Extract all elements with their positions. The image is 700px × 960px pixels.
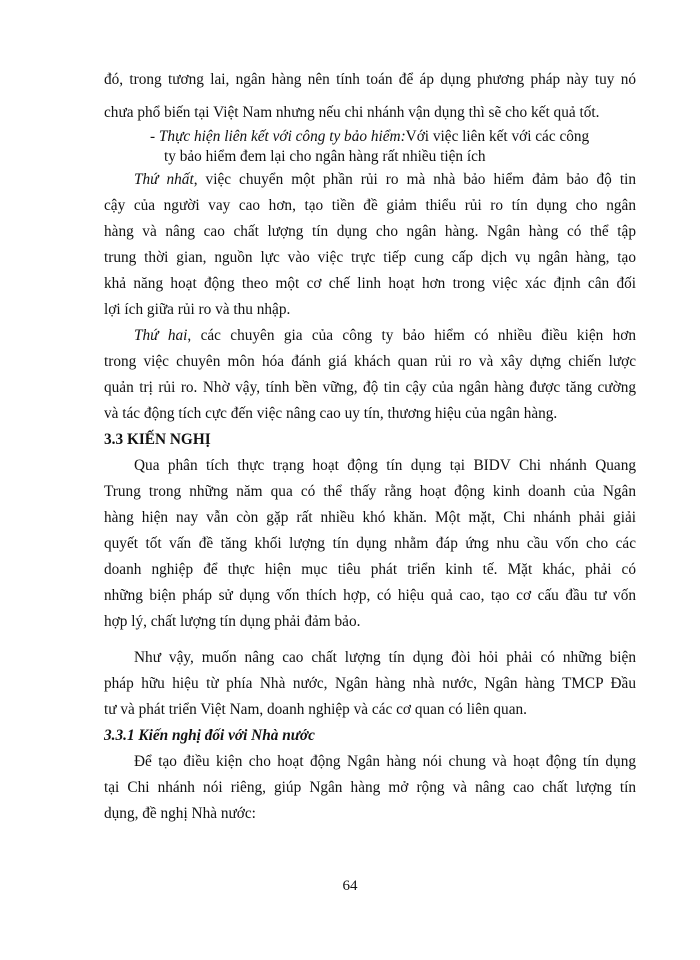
text-line: hợp lý, chất lượng tín dụng phải đảm bảo. [104,613,361,630]
text-line: đó, trong tương lai, ngân hàng nên tính toán để áp dụng phương pháp này tuy nó [104,71,636,88]
second-point-line [134,326,636,346]
text-line: dụng, đề nghị Nhà nước: [104,805,256,822]
page-number: 64 [342,878,358,894]
text-line: quản trị rủi ro. Nhờ vậy, tính bền vững, độ tin cậy của ngân hàng được tăng cường [104,379,636,396]
insurance-item-label: Thực hiện liên kết với công ty bảo hiểm: [158,128,406,145]
text-line: Như vậy, muốn nâng cao chất lượng tín dụng đòi hỏi phải có những biện [134,649,636,666]
text-line: quyết tốt vấn đề tăng khối lượng tín dụng nhằm đáp ứng nhu cầu vốn cho các [104,535,636,552]
text-line: khả năng hoạt động theo một cơ chế linh hoạt hơn trong việc xác định cân đối [104,275,636,292]
second-point-text: , các chuyên gia của công ty bảo hiểm có nhiều điều kiện hơn [187,327,636,344]
text-line: ty bảo hiểm đem lại cho ngân hàng rất nhiều tiện ích [164,148,486,165]
text-line: và tác động tích cực đến việc nâng cao uy tín, thương hiệu của ngân hàng. [104,405,558,422]
text-line: Trung trong những năm qua có thể thấy rằng hoạt động kinh doanh của Ngân [104,483,636,500]
text-line: Để tạo điều kiện cho hoạt động Ngân hàng nói chung và hoạt động tín dụng [134,753,636,770]
text-line: trung thời gian, nguồn lực vào việc trực tiếp cung cấp dịch vụ ngân hàng, tạo [104,249,636,266]
text-line: hàng hiện nay vẫn còn gặp rất nhiều khó khăn. Một mặt, Chi nhánh phải giải [104,509,636,526]
subsection-heading: 3.3.1 Kiến nghị đối với Nhà nước [104,727,315,744]
text-line: pháp hữu hiệu từ phía Nhà nước, Ngân hàng nhà nước, Ngân hàng TMCP Đầu [104,675,636,692]
insurance-item-text: Với việc liên kết với các công [405,128,590,145]
text-line: hàng và nâng cao chất lượng tín dụng cho ngân hàng. Ngân hàng có thể tập [104,223,636,240]
text-line: lợi ích giữa rủi ro và thu nhập. [104,301,291,318]
text-line: chưa phổ biến tại Việt Nam nhưng nếu chi nhánh vận dụng thì sẽ cho kết quả tốt. [104,104,600,121]
insurance-item-line [150,127,636,147]
first-point-text: , việc chuyển một phần rủi ro mà nhà bảo hiểm đảm bảo độ tin [193,171,636,188]
text-line: Qua phân tích thực trạng hoạt động tín dụng tại BIDV Chi nhánh Quang [134,457,636,474]
text-line: những biện pháp sử dụng vốn thích hợp, có hiệu quả cao, tạo cơ cấu đầu tư vốn [104,587,636,604]
first-point-lead: Thứ nhất [134,171,194,188]
text-line: tư và phát triển Việt Nam, doanh nghiệp và các cơ quan có liên quan. [104,701,527,718]
text-line: cậy của người vay cao hơn, tạo tiền đề giảm thiểu rủi ro tín dụng cho ngân [104,197,636,214]
second-point-lead: Thứ hai [134,327,188,344]
text-line: tại Chi nhánh nói riêng, giúp Ngân hàng mở rộng và nâng cao chất lượng tín [104,779,636,796]
first-point-line [134,170,636,190]
text-line: trong việc chuyên môn hóa đánh giá khách quan rủi ro và xây dựng chiến lược [104,353,636,370]
dash-bullet: - [150,128,159,145]
text-line: doanh nghiệp để thực hiện mục tiêu phát triển kinh tế. Mặt khác, phải có [104,561,636,578]
section-heading: 3.3 KIẾN NGHỊ [104,431,211,448]
